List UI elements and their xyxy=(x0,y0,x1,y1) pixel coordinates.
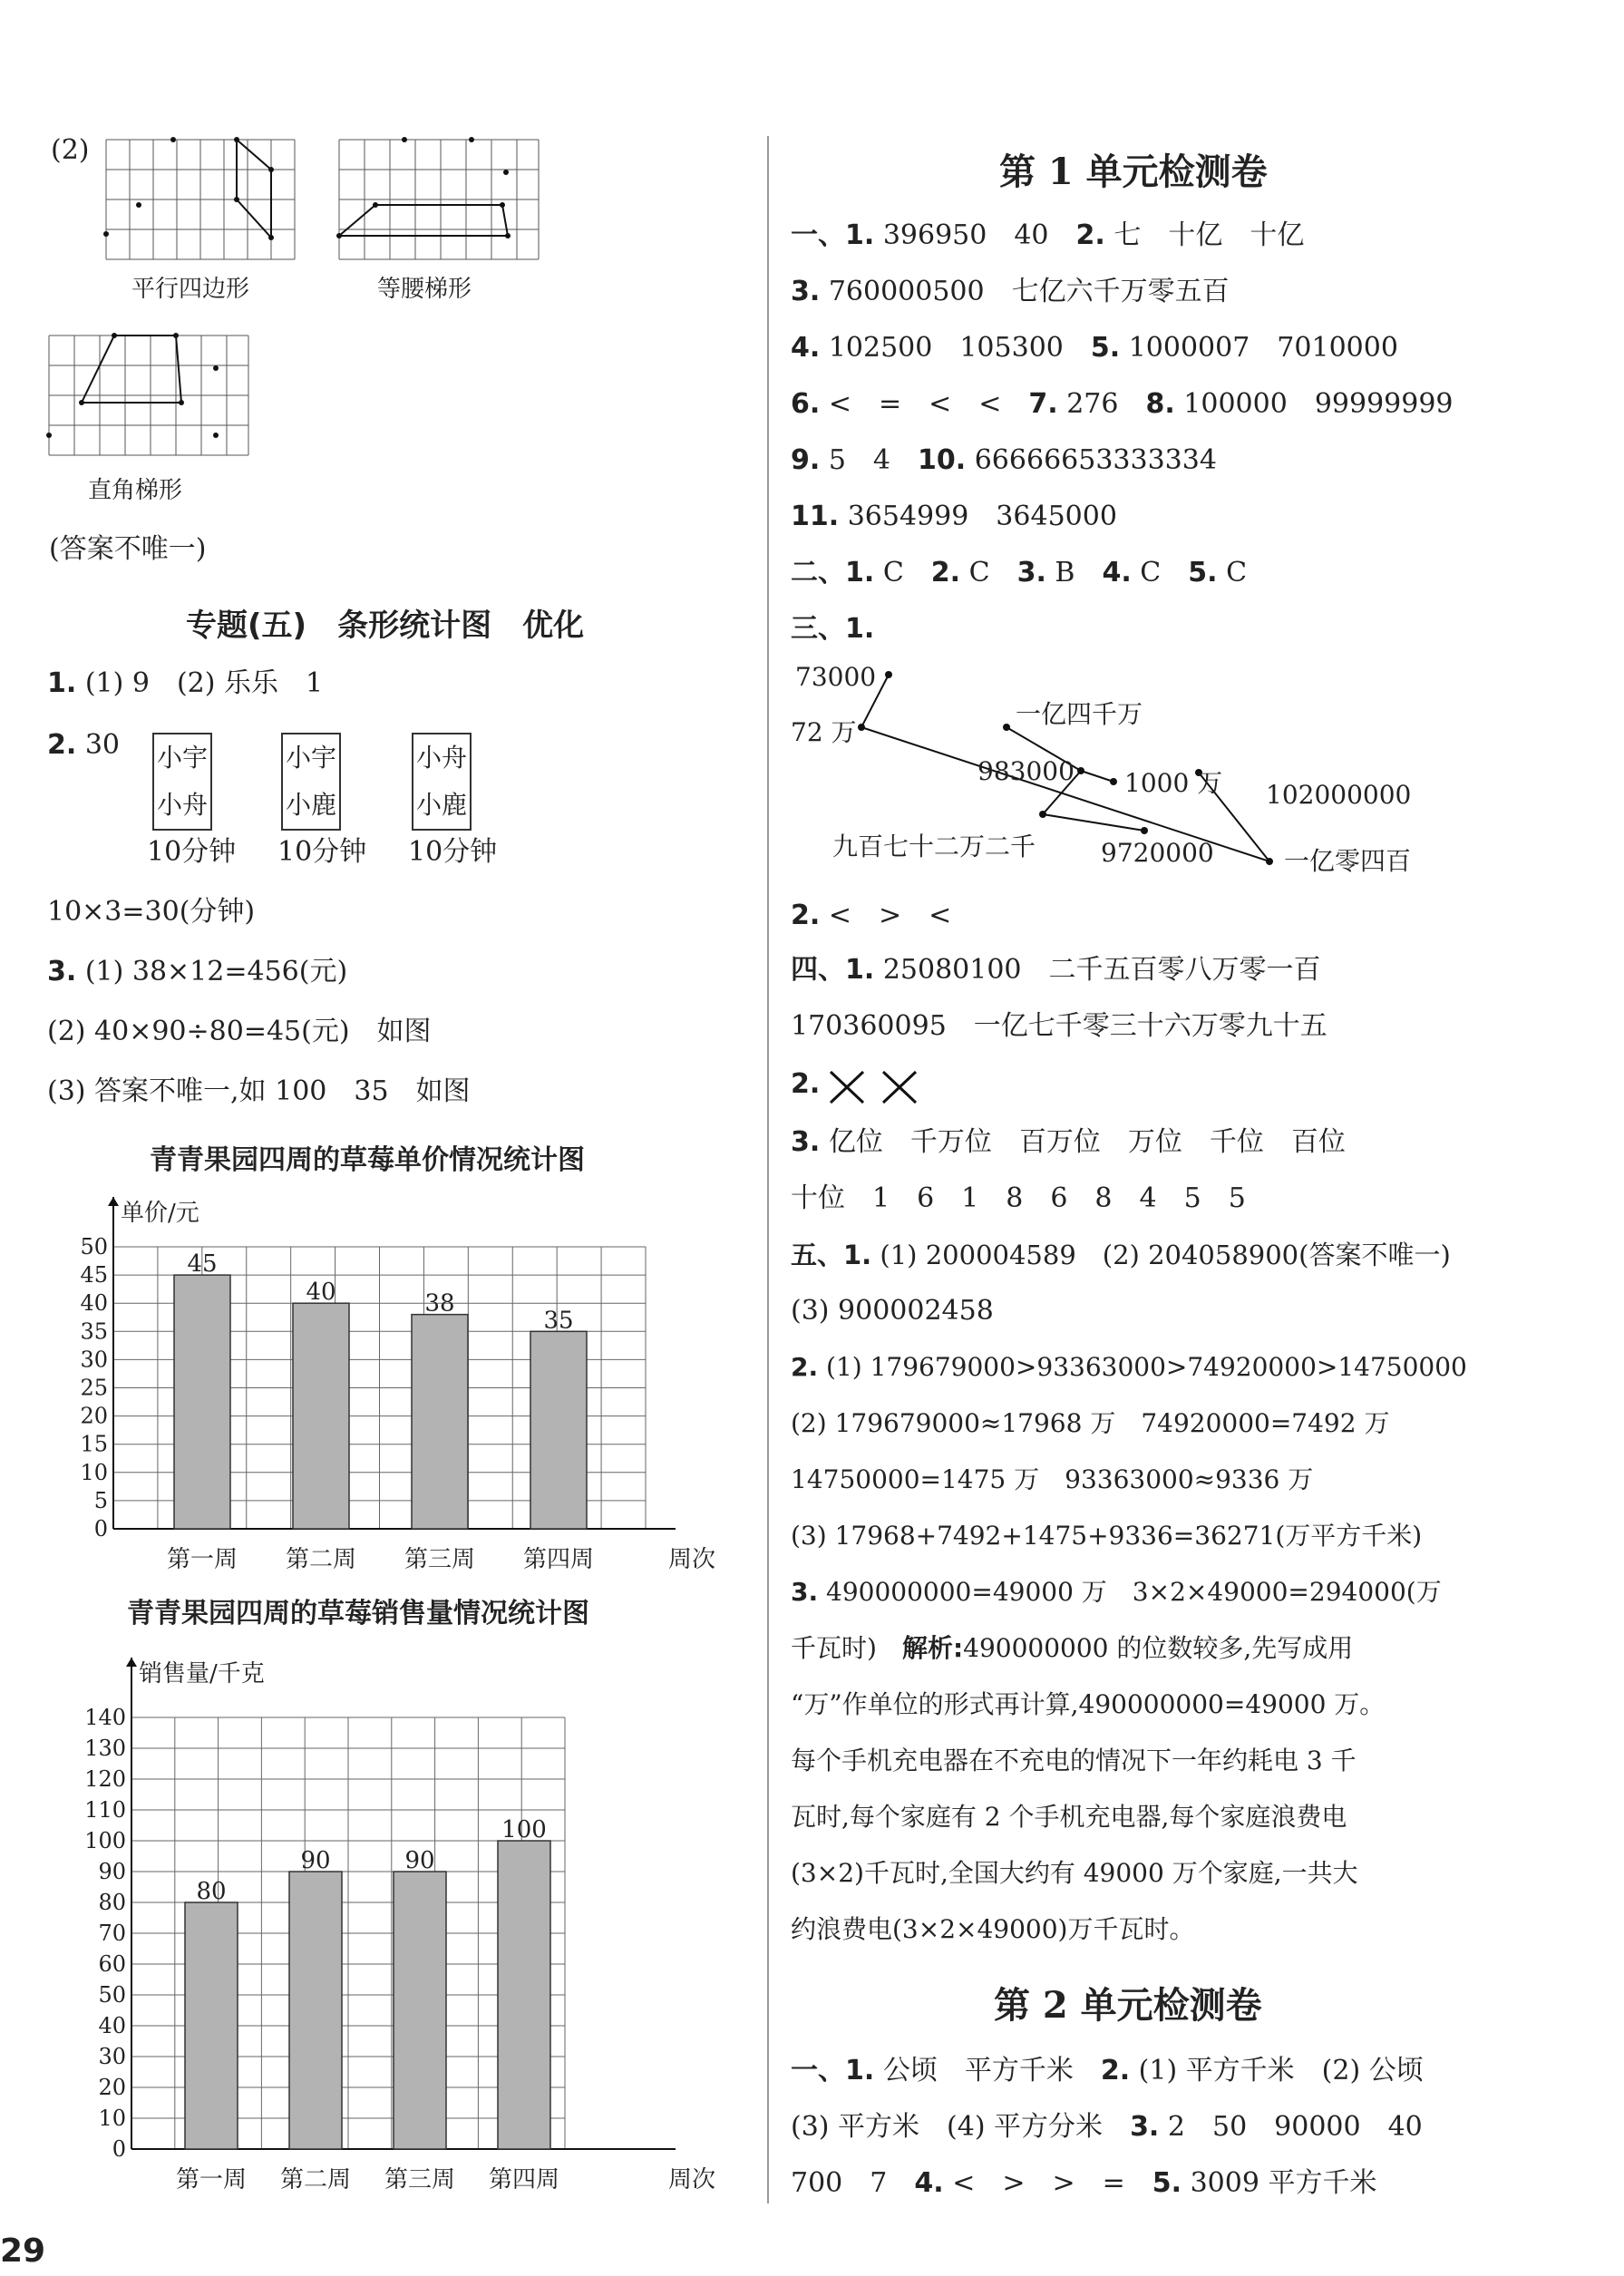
y-axis-label: 销售量/千克 xyxy=(139,1660,265,1688)
unit1-part5-q2: 2. (1) 179679000>93363000>74920000>14750000 xyxy=(791,1352,1467,1382)
grid-isosceles-trapezoid xyxy=(339,140,544,267)
unit1-line-11: 11. 3654999 3645000 xyxy=(791,501,1117,532)
y-tick-label: 50 xyxy=(98,1982,126,2008)
y-tick-label: 10 xyxy=(98,2106,126,2131)
unit1-part5-q3g: 约浪费电(3×2×49000)万千瓦时。 xyxy=(791,1914,1195,1944)
match-yiyi-siqianwan: 一亿四千万 xyxy=(1016,699,1143,729)
match-73000: 73000 xyxy=(795,662,877,692)
bar xyxy=(293,1303,349,1529)
unit2-line-3: 700 7 4. < > > = 5. 3009 平方千米 xyxy=(791,2167,1377,2199)
shapes-prefix: (2) xyxy=(51,134,90,166)
match-102000000: 102000000 xyxy=(1266,780,1412,810)
bar xyxy=(530,1331,587,1529)
chart2-title: 青青果园四周的草莓销售量情况统计图 xyxy=(127,1598,589,1629)
pair-box-3 xyxy=(412,733,472,831)
y-tick-label: 60 xyxy=(98,1951,126,1977)
chart1-title: 青青果园四周的草莓单价情况统计图 xyxy=(150,1144,585,1176)
pair-2-b: 小鹿 xyxy=(285,790,336,820)
bar xyxy=(185,1902,238,2149)
pair-1-a: 小宇 xyxy=(156,743,208,773)
y-tick-label: 100 xyxy=(84,1828,126,1853)
pair-3-b: 小鹿 xyxy=(415,790,467,820)
y-tick-label: 0 xyxy=(93,1516,108,1542)
y-tick-label: 30 xyxy=(98,2044,126,2069)
x-tick-label: 第四周 xyxy=(488,2166,560,2193)
y-tick-label: 140 xyxy=(84,1705,126,1730)
y-tick-label: 80 xyxy=(98,1890,126,1915)
q1-number: 1. xyxy=(47,667,77,699)
topic-title: 专题(五) 条形统计图 优化 xyxy=(186,608,585,644)
y-tick-label: 45 xyxy=(80,1262,108,1289)
grid-right-trapezoid xyxy=(49,336,254,462)
unit1-part5-q3: 3. 490000000=49000 万 3×2×49000=294000(万 xyxy=(791,1577,1442,1607)
pair-3-a: 小舟 xyxy=(415,743,467,773)
unit1-line-1: 一、1. 396950 40 2. 七 十亿 十亿 xyxy=(791,219,1305,251)
bar-value-label: 35 xyxy=(543,1307,574,1335)
y-tick-label: 90 xyxy=(98,1859,126,1884)
unit1-line-9: 9. 5 4 10. 66666653333334 xyxy=(791,444,1217,476)
y-axis-arrow xyxy=(126,1658,137,1667)
y-tick-label: 40 xyxy=(80,1290,108,1317)
unit1-part5-q3b: 千瓦时) 解析:490000000 的位数较多,先写成用 xyxy=(791,1633,1354,1663)
chart-strawberry-price xyxy=(36,1188,716,1578)
y-tick-label: 30 xyxy=(80,1347,108,1373)
unit1-part4-q1: 四、1. 25080100 二千五百零八万零一百 xyxy=(791,954,1321,986)
y-tick-label: 110 xyxy=(84,1797,126,1823)
unit1-part5-q3f: (3×2)千瓦时,全国大约有 49000 万个家庭,一共大 xyxy=(791,1858,1358,1888)
bar-value-label: 90 xyxy=(404,1847,435,1874)
unit1-part4-q2: 2. xyxy=(791,1068,821,1100)
y-tick-label: 70 xyxy=(98,1921,126,1946)
x-tick-label: 第二周 xyxy=(285,1546,357,1573)
match-72wan: 72 万 xyxy=(791,717,857,747)
bar xyxy=(394,1872,446,2149)
pair-box-2 xyxy=(281,733,341,831)
bar-value-label: 40 xyxy=(306,1279,336,1307)
match-9720000: 9720000 xyxy=(1101,838,1214,868)
unit2-line-1: 一、1. 公顷 平方千米 2. (1) 平方千米 (2) 公顷 xyxy=(791,2055,1424,2086)
chart-strawberry-sales xyxy=(36,1645,716,2193)
pair-1-time: 10分钟 xyxy=(147,836,237,868)
x-tick-label: 第三周 xyxy=(404,1546,476,1573)
x-tick-label: 第一周 xyxy=(175,2166,248,2193)
q2-number: 2. xyxy=(47,729,77,761)
unit1-part5-q2d: (3) 17968+7492+1475+9336=36271(万平方千米) xyxy=(791,1521,1423,1551)
unit1-line-3: 3. 760000500 七亿六千万零五百 xyxy=(791,276,1230,307)
cross-marks-icon xyxy=(829,1068,929,1104)
match-1000wan: 1000 万 xyxy=(1124,768,1223,798)
label-isosceles-trapezoid: 等腰梯形 xyxy=(377,276,472,303)
y-tick-label: 15 xyxy=(80,1431,108,1457)
pair-3-time: 10分钟 xyxy=(408,836,498,868)
unit1-part5-q1: 五、1. (1) 200004589 (2) 204058900(答案不唯一) xyxy=(791,1240,1451,1270)
unit2-line-2: (3) 平方米 (4) 平方分米 3. 2 50 90000 40 xyxy=(791,2111,1423,2143)
x-tick-label: 第三周 xyxy=(384,2166,456,2193)
page-number: 29 xyxy=(0,2232,46,2270)
unit1-part4-q3b: 十位 1 6 1 8 6 8 4 5 5 xyxy=(791,1182,1246,1214)
unit1-part5-q3e: 瓦时,每个家庭有 2 个手机充电器,每个家庭浪费电 xyxy=(791,1802,1347,1832)
unit1-part4-q1b: 170360095 一亿七千零三十六万零九十五 xyxy=(791,1010,1327,1042)
grid-parallelogram xyxy=(106,140,306,267)
label-right-trapezoid: 直角梯形 xyxy=(88,477,183,504)
y-tick-label: 0 xyxy=(112,2136,126,2162)
pair-box-1 xyxy=(152,733,212,831)
bar-value-label: 38 xyxy=(424,1289,455,1318)
y-axis-arrow xyxy=(108,1197,119,1206)
q3-part2: (2) 40×90÷80=45(元) 如图 xyxy=(47,1016,432,1047)
unit1-part3-q2: 2. < > < xyxy=(791,900,952,931)
y-tick-label: 40 xyxy=(98,2013,126,2038)
bar-value-label: 100 xyxy=(501,1816,547,1843)
unit1-part2: 二、1. C 2. C 3. B 4. C 5. C xyxy=(791,557,1248,588)
bar-value-label: 80 xyxy=(196,1878,227,1905)
y-tick-label: 5 xyxy=(93,1487,108,1513)
q3-part1: (1) 38×12=456(元) xyxy=(84,956,348,987)
y-tick-label: 10 xyxy=(80,1459,108,1485)
bar xyxy=(412,1315,468,1529)
y-tick-label: 130 xyxy=(84,1736,126,1761)
pair-1-b: 小舟 xyxy=(156,790,208,820)
unit1-part5-q3d: 每个手机充电器在不充电的情况下一年约耗电 3 千 xyxy=(791,1746,1357,1775)
pair-2-time: 10分钟 xyxy=(277,836,367,868)
answer-note: (答案不唯一) xyxy=(49,533,207,565)
unit1-part5-q1b: (3) 900002458 xyxy=(791,1295,994,1327)
unit1-part5-q2b: (2) 179679000≈17968 万 74920000=7492 万 xyxy=(791,1408,1390,1438)
y-tick-label: 50 xyxy=(80,1234,108,1260)
unit1-part3: 三、1. xyxy=(791,613,875,645)
unit1-title: 第 1 单元检测卷 xyxy=(999,151,1268,193)
column-divider xyxy=(767,136,769,2203)
unit1-line-4: 4. 102500 105300 5. 1000007 7010000 xyxy=(791,332,1398,364)
unit1-part5-q2c: 14750000=1475 万 93363000≈9336 万 xyxy=(791,1464,1314,1494)
bar xyxy=(174,1275,230,1529)
x-tick-label: 第一周 xyxy=(166,1546,238,1573)
unit1-line-6: 6. < = < < 7. 276 8. 100000 99999999 xyxy=(791,388,1454,420)
y-tick-label: 35 xyxy=(80,1318,108,1345)
label-parallelogram: 平行四边形 xyxy=(131,276,250,303)
unit2-title: 第 2 单元检测卷 xyxy=(994,1984,1262,2027)
x-axis-label: 周次 xyxy=(668,1546,716,1573)
q1-answer: (1) 9 (2) 乐乐 1 xyxy=(84,667,324,699)
match-983000: 983000 xyxy=(977,756,1075,786)
bar-value-label: 45 xyxy=(187,1250,218,1279)
bar xyxy=(289,1872,342,2149)
q3-number: 3. xyxy=(47,956,77,987)
unit1-part4-q3: 3. 亿位 千万位 百万位 万位 千位 百位 xyxy=(791,1126,1346,1158)
match-yiyi-lingsibai: 一亿零四百 xyxy=(1284,846,1412,876)
x-axis-label: 周次 xyxy=(668,2166,716,2193)
y-tick-label: 25 xyxy=(80,1375,108,1401)
x-tick-label: 第二周 xyxy=(279,2166,352,2193)
q3-part3: (3) 答案不唯一,如 100 35 如图 xyxy=(47,1075,471,1107)
y-tick-label: 20 xyxy=(98,2075,126,2100)
q2-calculation: 10×3=30(分钟) xyxy=(47,896,256,928)
pair-2-a: 小宇 xyxy=(285,743,336,773)
y-tick-label: 120 xyxy=(84,1766,126,1792)
y-axis-label: 单价/元 xyxy=(121,1200,199,1227)
unit1-part5-q3c: “万”作单位的形式再计算,490000000=49000 万。 xyxy=(791,1689,1386,1719)
q2-answer: 30 xyxy=(84,729,121,761)
y-tick-label: 20 xyxy=(80,1403,108,1429)
match-jiubai-qishier: 九百七十二万二千 xyxy=(832,832,1036,861)
bar xyxy=(498,1841,550,2149)
bar-value-label: 90 xyxy=(300,1847,331,1874)
x-tick-label: 第四周 xyxy=(522,1546,595,1573)
